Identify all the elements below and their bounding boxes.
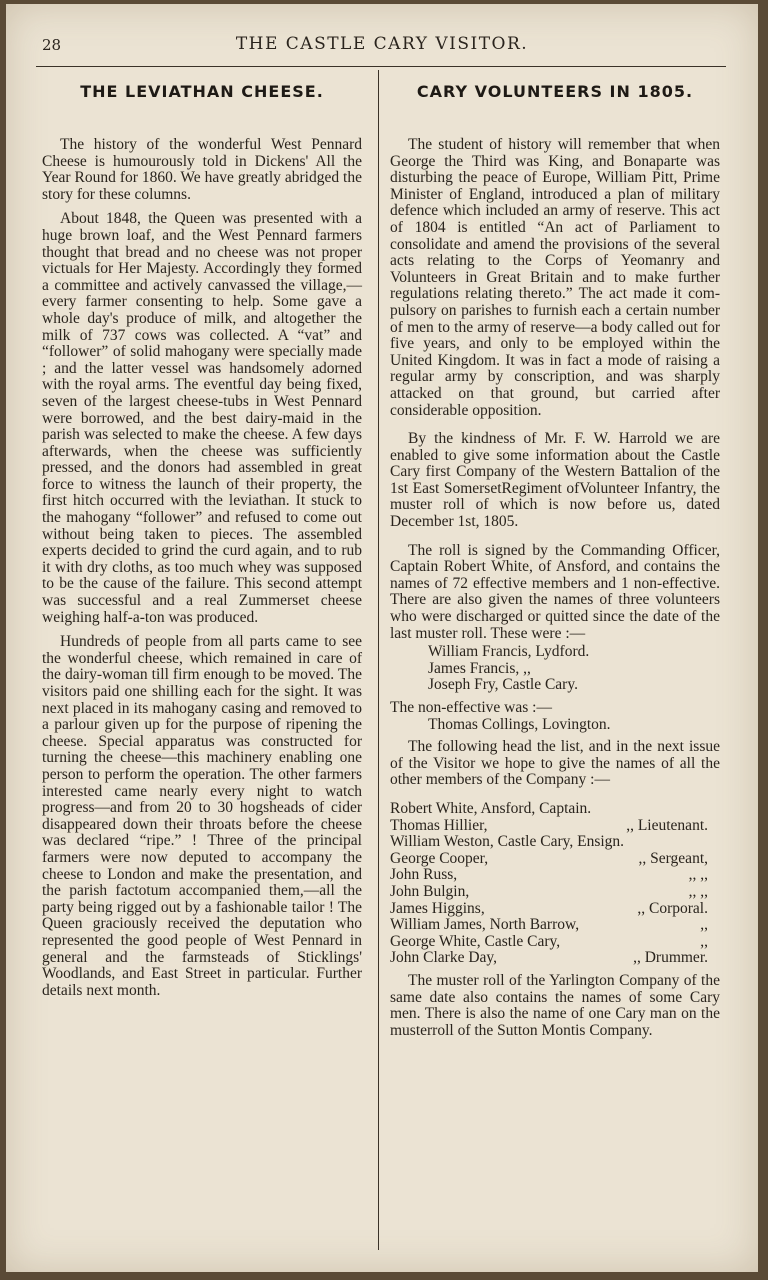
roster-name: John Russ, (390, 866, 458, 884)
roster-rank: ,, Corporal. (637, 899, 708, 917)
roster-rank: ,, (700, 932, 708, 950)
roster-row (390, 801, 720, 818)
discharged-list (390, 644, 720, 694)
roster-rank: ,, (700, 916, 708, 934)
roster-rank: ,, Lieutenant. (626, 816, 708, 834)
list-item: James Francis, ,, (428, 659, 531, 677)
paragraph: The student of history will remember that when George the Third was King, and Bonaparte was disturbing the peace of Europe, William Pitt, Prime Minister of England, introduced a plan of military defence which included an army of reserve. This act of 1804 is entitled “An act of Parliament to consolidate and amend the provisions of the several acts relating to the Corps of Yeomanry and Volunteers in Great Britain and to make further regulations relating thereto.” The act made it compulsory on parishes to furnish each a certain number of men to the army of reserve—a body called out for five years, and only to be employed within the United Kingdom. It was in fact a mode of raising a regular army by conscription, and was sharply attacked on that ground, but carried after considerable opposition. (390, 136, 720, 419)
roster-name: John Clarke Day, (390, 949, 498, 967)
roster-name: George White, Castle Cary, (390, 932, 561, 950)
leviathan-cheese-title: THE LEVIATHAN CHEESE. (80, 82, 324, 101)
roster-row (390, 867, 720, 884)
roster-row (390, 818, 720, 835)
roster-name: James Higgins, (390, 899, 485, 917)
cary-volunteers-body (390, 137, 720, 1039)
page-number: 28 (42, 36, 62, 54)
roster-row (390, 950, 720, 967)
roster-row (390, 917, 720, 934)
roster-rank: ,, Sergeant, (638, 849, 708, 867)
magazine-page (6, 4, 758, 1272)
roster-row (390, 884, 720, 901)
paragraph: About 1848, the Queen was presented with a huge brown loaf, and the West Pennard farmers thought that bread and no cheese was not proper victuals for Her Majesty. Accordingly they formed a committee and actively canvassed the village,—every farmer consenting to help. Some gave a whole day's produce of milk, and altogether the milk of 737 cows was collected. A “vat” and “follower” of solid mahogany were specially made ; and the latter vessel was handsomely adorned with the royal arms. The eventful day being fixed, seven of the largest cheese-tubs in West Pennard were borrowed, and the best dairy-maid in the parish was selected to make the cheese. A few days afterwards, when the cheese was sufficiently pressed, and the donors had assembled in great force to witness the launch of their property, the first hitch occurred with the leviathan. It stuck to the mahogany “follower” and refused to come out without being taken to pieces. The assembled experts decided to grind the curd again, and to rub it with dry cloths, as too much whey was supposed to be the cause of the failure. This second attempt was successful and a real Zummerset cheese weighing half-a-ton was produced. (42, 210, 362, 626)
cary-volunteers-title: CARY VOLUNTEERS IN 1805. (416, 82, 694, 101)
leviathan-cheese-body (42, 137, 362, 999)
roster-row (390, 834, 720, 851)
roster-rank: ,, ,, (688, 866, 708, 884)
paragraph: The muster roll of the Yarlington Company of the same date also contains the names of some Cary men. There is also the name of one Cary man on the musterroll of the Sutton Montis Company. (390, 971, 720, 1039)
paragraph: The following head the list, and in the next issue of the Visitor we hope to give the names of all the other members of the Company :— (390, 738, 720, 789)
list-item: Thomas Collings, Lovington. (428, 715, 611, 733)
non-effective-intro: The non-effective was :— (390, 699, 552, 716)
roster-name: George Cooper, (390, 849, 489, 867)
list-item: William Francis, Lydford. (428, 643, 590, 661)
roster-row (390, 934, 720, 951)
non-effective-list (390, 717, 720, 734)
paragraph: By the kindness of Mr. F. W. Harrold we are enabled to give some information about the Castle Cary first Company of the Western Battalion of the 1st East SomersetRegiment ofVolunteer Infantry, the muster roll of which is now before us, dated December 1st, 1805. (390, 430, 720, 531)
roster-name: Robert White, Ansford, Captain. (390, 799, 592, 817)
roster-list (390, 801, 720, 967)
roster-name: John Bulgin, (390, 882, 470, 900)
roster-name: William James, North Barrow, (390, 916, 580, 934)
paragraph: The history of the wonderful West Pennard Cheese is humourously told in Dickens' All the Year Round for 1860. We have greatly abridged the story for these columns. (42, 136, 362, 203)
roster-row (390, 851, 720, 868)
roster-rank: ,, ,, (688, 882, 708, 900)
right-column (390, 78, 720, 1051)
list-item: Joseph Fry, Castle Cary. (428, 676, 578, 694)
publication-title: THE CASTLE CARY VISITOR. (235, 34, 529, 54)
header-rule (36, 66, 726, 67)
left-column (42, 78, 362, 1007)
roster-rank: ,, Drummer. (633, 949, 708, 967)
paragraph: Hundreds of people from all parts came to see the wonderful cheese, which remained in care of the dairy-woman till firm enough to be moved. The visitors paid one shilling each for the sight. It was next placed in its mahogany casing and removed to a parlour given up for the purpose of ripening the cheese. Special apparatus was constructed for turning the cheese—this machinery enabling one person to perform the operation. The other farmers interested came nearly every night to watch progress—and from 20 to 30 hogsheads of cider disappeared down their throats before the cheese was declared “ripe.” ! Three of the principal farmers were now deputed to accompany the cheese to London and make the presentation, and the parish factotum accompanied them,—all the party being rigged out by a fashionable tailor ! The Queen graciously received the deputation who represented the good people of West Pennard in general and the farmsteads of Sticklings' Woodlands, and East Street in particular. Further details next month. (42, 633, 362, 999)
running-header (6, 34, 758, 58)
column-divider (378, 70, 379, 1250)
roster-name: William Weston, Castle Cary, Ensign. (390, 833, 625, 851)
roster-row (390, 901, 720, 918)
roster-name: Thomas Hillier, (390, 816, 488, 834)
paragraph: The roll is signed by the Commanding Officer, Captain Robert White, of Ansford, and contains the names of 72 effective members and 1 non-effective. There are also given the names of three volunteers who were discharged or quitted since the date of the last muster roll. These were :— (390, 541, 720, 642)
